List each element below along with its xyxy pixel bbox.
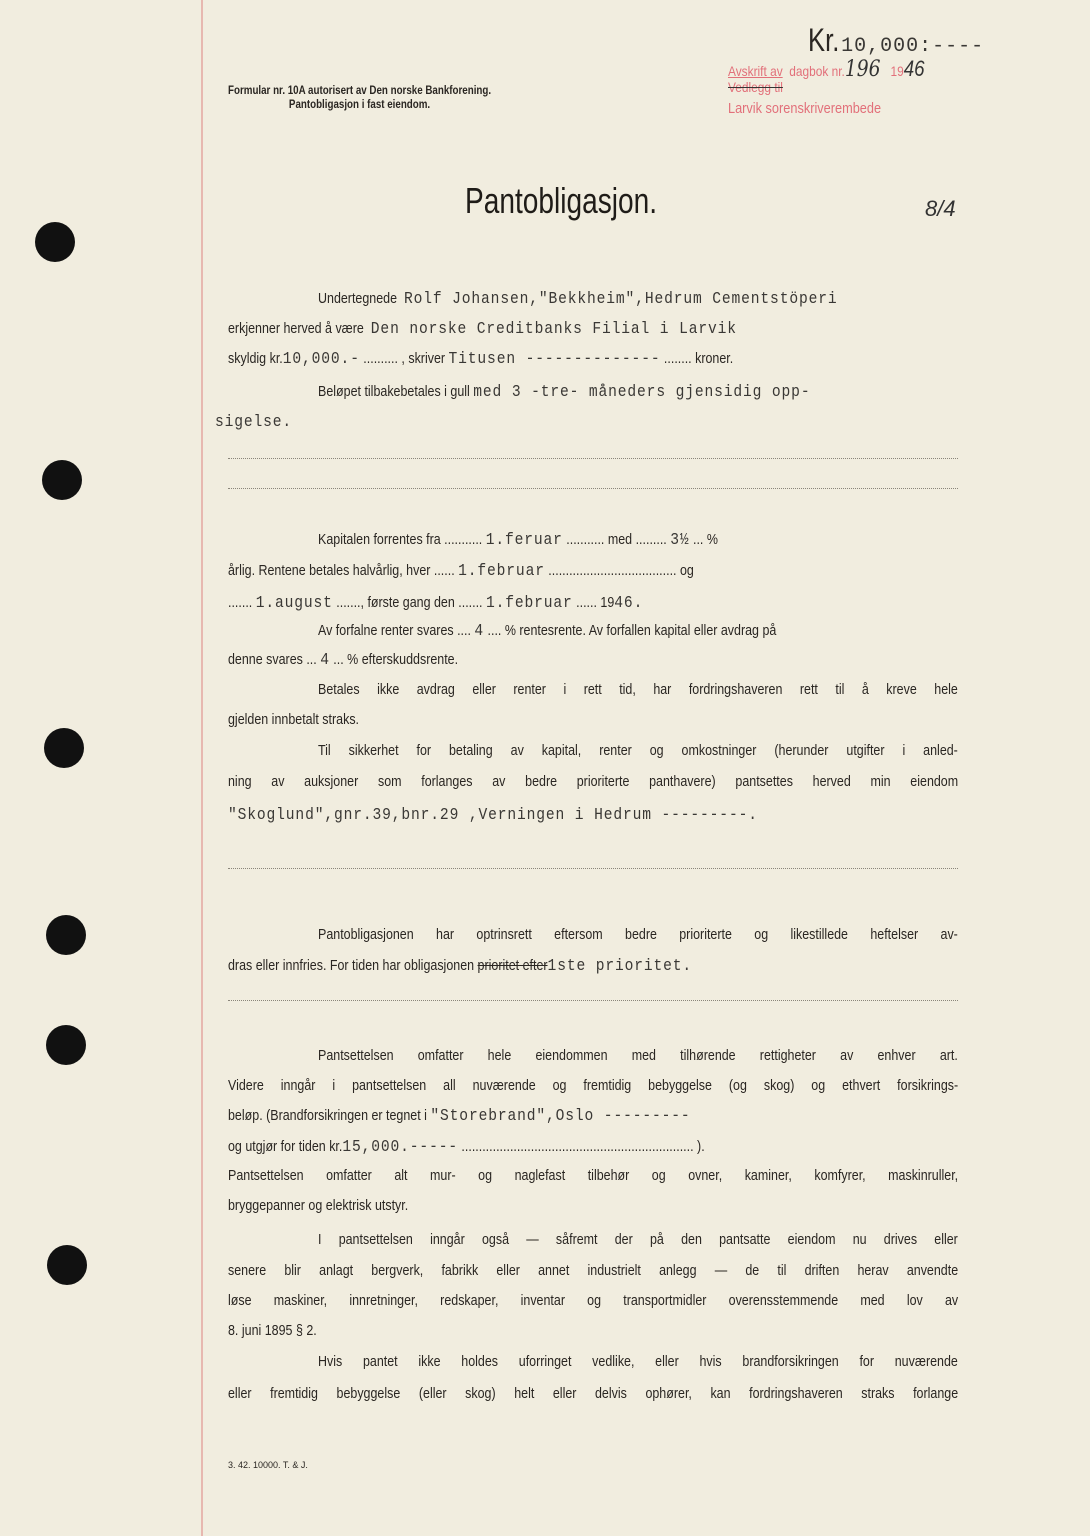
interest-rate: 3½ <box>670 531 690 550</box>
label: , skriver <box>401 351 446 367</box>
label: denne svares <box>228 652 303 668</box>
line-interest-from: Kapitalen forrentes fra ........... 1.feruar ........... med ......... 3½ ... % <box>318 531 718 550</box>
paragraph-text: I pantsettelsen inngår også — såfremt der på den pantsatte eiendom nu drives eller <box>318 1232 958 1248</box>
after-interest-rate: 4 <box>320 651 330 670</box>
repayment-value: med 3 -tre- måneders gjensidig opp- <box>473 383 811 402</box>
dagbok-number: 196 <box>844 57 881 82</box>
punch-hole <box>44 728 84 768</box>
form-line-2: Pantobligasjon i fast eiendom. <box>288 99 431 111</box>
form-line-1: Formular nr. 10A autorisert av Den norske Bankforening. <box>228 85 492 97</box>
paragraph-text: Videre inngår i pantsettelsen all nuværende og fremtidig bebyggelse (og skog) og ethvert forsikrings- <box>228 1078 959 1094</box>
margin-line <box>201 0 203 1536</box>
label: med <box>607 532 633 548</box>
stamp-line1: Avskrift av <box>728 63 783 79</box>
line-insurance <box>228 1107 856 1126</box>
stamp-line2: Vedlegg til <box>728 79 783 95</box>
paragraph-text: gjelden innbetalt straks. <box>228 712 360 728</box>
punch-hole <box>47 1245 87 1285</box>
stamp-year: 46 <box>903 56 925 81</box>
paragraph-text: Til sikkerhet for betaling av kapital, renter og omkostninger (herunder utgifter i anled- <box>318 743 958 759</box>
label: og <box>679 563 694 579</box>
paragraph-text: Betales ikke avdrag eller renter i rett tid, har fordringshaveren rett til å kreve hele <box>318 682 958 698</box>
interest-from: 1.feruar <box>485 531 563 550</box>
label: erkjenner herved å være <box>228 321 364 337</box>
label: 19 <box>600 595 615 611</box>
line-repayment <box>318 383 868 402</box>
line-creditor <box>228 320 856 339</box>
paragraph-text: senere blir anlagt bergverk, fabrikk eller annet industrielt anlegg — de til driften herav anvendte <box>228 1263 959 1279</box>
label: Undertegnede <box>318 291 398 307</box>
amount-value: 10,000:---- <box>841 35 985 58</box>
punch-hole <box>46 915 86 955</box>
label: ). <box>697 1139 705 1155</box>
paragraph-text: 8. juni 1895 § 2. <box>228 1323 317 1339</box>
first-payment-date: 1.februar <box>485 594 573 613</box>
stamp-office: Larvik sorenskriverembede <box>728 100 882 117</box>
handwritten-note: 8/4 <box>925 196 956 221</box>
creditor-value: Den norske Creditbanks Filial i Larvik <box>370 320 737 339</box>
debtor-value: Rolf Johansen,"Bekkheim",Hedrum Cementstöperi <box>403 290 838 309</box>
paragraph-text: Pantsettelsen omfatter hele eiendommen med tilhørende rettigheter av enhver art. <box>318 1048 958 1064</box>
paragraph-text: Pantsettelsen omfatter alt mur- og naglefast tilbehør og ovner, kaminer, komfyrer, maskinruller, <box>228 1168 959 1184</box>
label: og utgjør for tiden kr. <box>228 1139 343 1155</box>
label: beløp. (Brandforsikringen er tegnet i <box>228 1108 427 1124</box>
struck-text: prioritet efter <box>477 958 548 974</box>
stamp-dagbok-label: dagbok nr. <box>789 63 845 79</box>
line-first-payment: ....... 1.august ......., første gang den ....... 1.februar ...... 1946. <box>228 594 644 613</box>
paragraph-text: bryggepanner og elektrisk utstyr. <box>228 1198 409 1214</box>
paragraph-text: løse maskiner, innretninger, redskaper, inventar og transportmidler overensstemmende med lov av <box>228 1293 959 1309</box>
insured-amount: 15,000.----- <box>342 1138 458 1157</box>
amount-words: Titusen -------------- <box>448 350 661 369</box>
amount-field: 10,000.- <box>282 350 360 369</box>
label: % efterskuddsrente. <box>347 652 459 668</box>
paragraph-text: ning av auksjoner som forlanges av bedre prioriterte panthavere) pantsettes herved min eiendom <box>228 774 959 790</box>
document-title: Pantobligasjon. <box>465 180 658 221</box>
paragraph-text: Pantobligasjonen har optrinsrett eftersom bedre prioriterte og likestillede heftelser av- <box>318 927 958 943</box>
line-amount: skyldig kr.10,000.- .......... , skriver Titusen -------------- ........ kroner. <box>228 350 734 369</box>
priority-value: 1ste prioritet. <box>547 957 693 976</box>
stamp <box>728 58 925 120</box>
interest-date-1: 1.februar <box>458 562 545 581</box>
dotted-line <box>228 1000 958 1001</box>
amount-header <box>808 22 984 59</box>
punch-hole <box>46 1025 86 1065</box>
print-footer: 3. 42. 10000. T. & J. <box>228 1460 308 1470</box>
repayment-value-cont: sigelse. <box>215 413 293 432</box>
label: , første gang den <box>360 595 455 611</box>
first-payment-year: 46. <box>614 594 644 613</box>
dotted-line <box>228 458 958 459</box>
label: Beløpet tilbakebetales i gull <box>318 384 470 400</box>
line-after-interest: denne svares ... 4 ... % efterskuddsrente. <box>228 651 459 670</box>
dotted-line <box>228 488 958 489</box>
line-debtor <box>318 290 868 309</box>
late-interest-rate: 4 <box>474 622 485 641</box>
form-header <box>228 84 491 112</box>
paragraph-text: Hvis pantet ikke holdes uforringet vedlike, eller hvis brandforsikringen for nuværende <box>318 1354 958 1370</box>
insurer-value: "Storebrand",Oslo --------- <box>430 1107 691 1126</box>
amount-prefix: Kr. <box>808 22 840 58</box>
line-insured-amount: og utgjør for tiden kr.15,000.----- ................................................................... ). <box>228 1138 705 1157</box>
label: % <box>706 532 718 548</box>
label: årlig. Rentene betales halvårlig, hver <box>228 563 431 579</box>
paragraph-text: eller fremtidig bebyggelse (eller skog) helt eller delvis ophører, kan fordringshaveren straks forlange <box>228 1386 959 1402</box>
label: % rentesrente. Av forfallen kapital eller avdrag på <box>504 623 777 639</box>
label: Av forfalne renter svares <box>318 623 454 639</box>
dotted-line <box>228 868 958 869</box>
label: Kapitalen forrentes fra <box>318 532 441 548</box>
label: skyldig kr. <box>228 351 283 367</box>
punch-hole <box>35 222 75 262</box>
line-late-interest: Av forfalne renter svares .... 4 .... % rentesrente. Av forfallen kapital eller avdrag på <box>318 622 777 641</box>
interest-date-2: 1.august <box>255 594 333 613</box>
line-interest-dates: årlig. Rentene betales halvårlig, hver ...... 1.februar ..................................... og <box>228 562 694 581</box>
label: kroner. <box>695 351 734 367</box>
line-priority <box>228 957 856 976</box>
stamp-year-prefix: 19 <box>890 63 904 79</box>
label: dras eller innfries. For tiden har obligasjonen <box>228 958 475 974</box>
property-value: "Skoglund",gnr.39,bnr.29 ,Verningen i Hedrum ---------. <box>228 806 758 825</box>
punch-hole <box>42 460 82 500</box>
